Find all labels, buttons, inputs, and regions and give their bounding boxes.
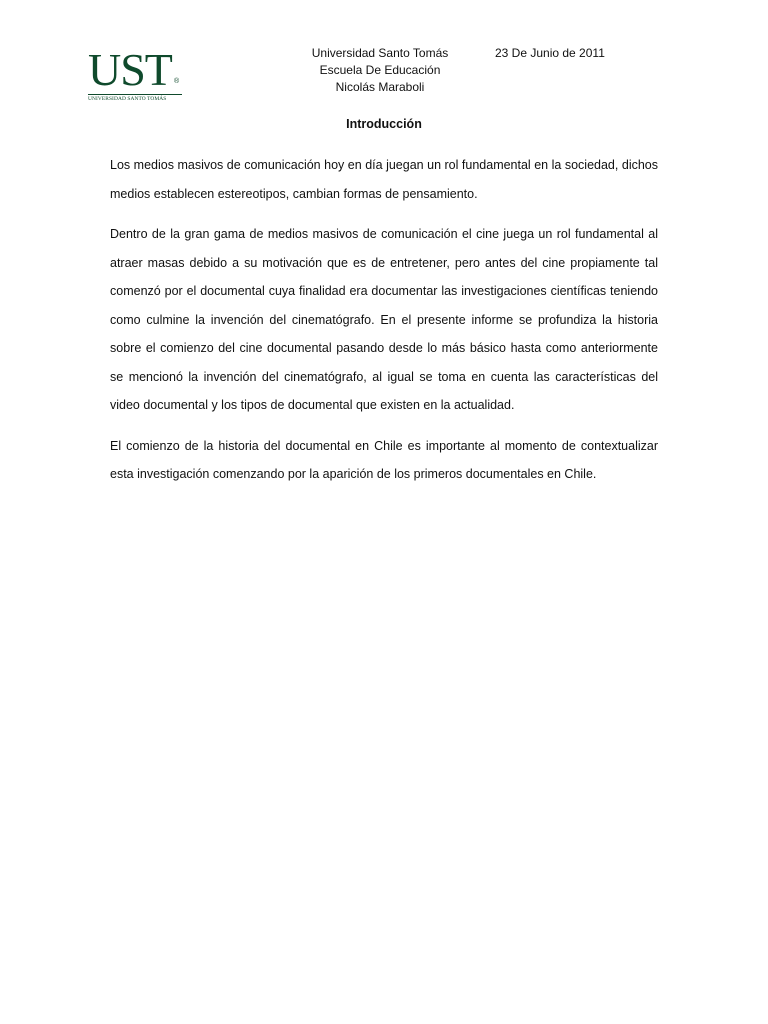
- header-university: Universidad Santo Tomás: [311, 46, 449, 60]
- logo-registered-mark: ®: [174, 78, 180, 85]
- ust-logo: [88, 44, 182, 102]
- paragraph-1: Los medios masivos de comunicación hoy en día juegan un rol fundamental en la sociedad, dichos medios establecen estereotipos, cambian formas de pensamiento.: [110, 158, 658, 201]
- logo-subtitle: UNIVERSIDAD SANTO TOMÁS: [88, 94, 182, 102]
- document-title: Introducción: [346, 117, 422, 131]
- logo-letters: UST: [88, 44, 172, 95]
- document-body: [110, 151, 658, 501]
- header-school: Escuela De Educación: [319, 63, 441, 77]
- header-info: [300, 45, 460, 96]
- paragraph-3: El comienzo de la historia del documental en Chile es importante al momento de contextualizar esta investigación comenzando por la aparición de los primeros documentales en Chile.: [110, 438, 658, 481]
- paragraph-2: Dentro de la gran gama de medios masivos de comunicación el cine juega un rol fundamental al atraer masas debido a su motivación que es de entretener, pero antes del cine propiamente tal comenzó por el documental cuya finalidad era documentar las investigaciones científicas teniendo como culmine la invención del cinematógrafo. En el presente informe se profundiza la historia sobre el comienzo del cine documental pasando desde lo más básico hasta como anteriormente se mencionó la invención del cinematógrafo, al igual se toma en cuenta las características del video documental y los tipos de documental que existen en la actualidad.: [110, 227, 658, 412]
- header-date: 23 De Junio de 2011: [495, 46, 605, 60]
- header-author: Nicolás Maraboli: [335, 80, 425, 94]
